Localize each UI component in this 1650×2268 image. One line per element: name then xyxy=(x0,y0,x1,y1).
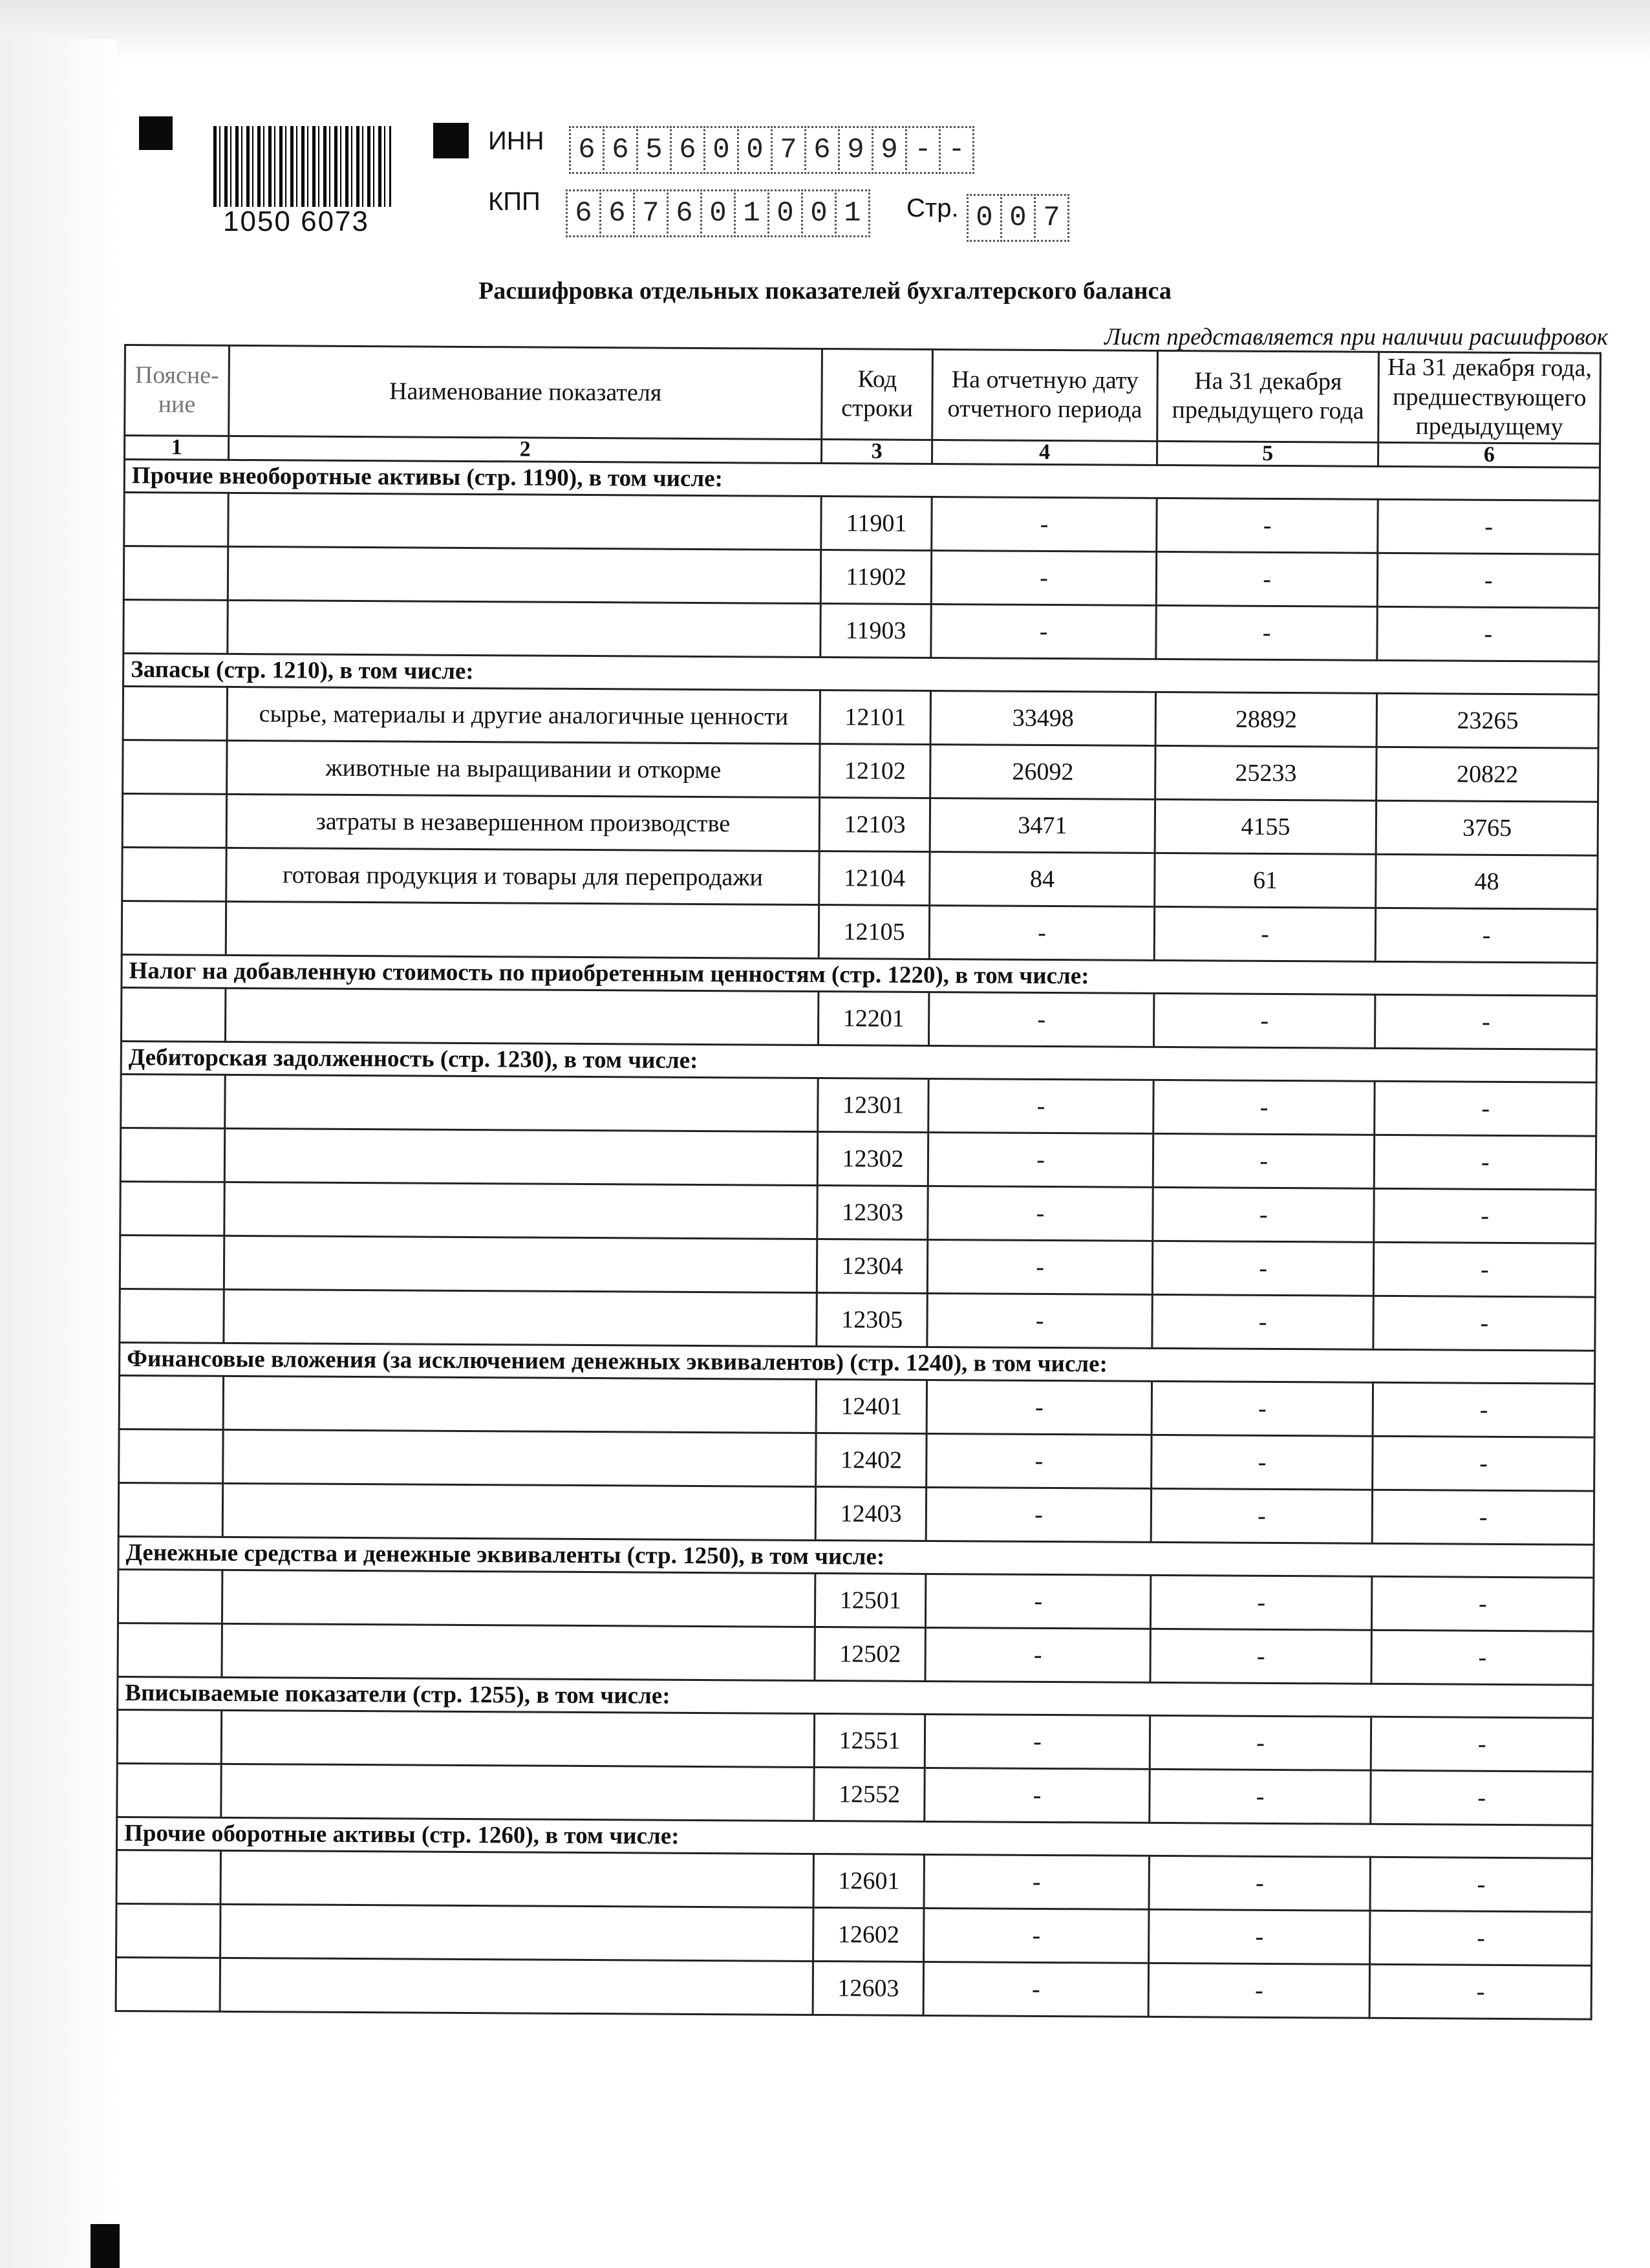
kpp-digit-cell: 1 xyxy=(734,189,769,237)
table-row xyxy=(120,1181,1596,1243)
indicator-name xyxy=(226,988,819,1045)
note-cell xyxy=(123,740,228,794)
indicator-name xyxy=(228,546,820,603)
value-current-period: 33498 xyxy=(930,690,1155,745)
kpp-digit-cell: 0 xyxy=(700,189,736,237)
note-cell xyxy=(116,1903,221,1958)
value-previous-year: - xyxy=(1157,498,1378,553)
value-previous-year: - xyxy=(1152,1381,1373,1436)
value-year-before-previous: - xyxy=(1374,1188,1596,1243)
note-cell xyxy=(122,793,227,848)
value-year-before-previous: 20822 xyxy=(1377,747,1598,802)
value-current-period: - xyxy=(929,905,1154,960)
page-digit-cell: 0 xyxy=(967,194,1002,242)
note-cell xyxy=(122,847,227,901)
indicator-name xyxy=(222,1483,815,1540)
value-year-before-previous: 23265 xyxy=(1377,693,1598,748)
column-number: 6 xyxy=(1378,442,1600,467)
inn-digit-cell: 0 xyxy=(703,126,739,174)
inn-digit-cell: 6 xyxy=(603,126,638,174)
row-code: 12103 xyxy=(819,797,930,851)
kpp-cells xyxy=(566,189,868,237)
value-previous-year: 4155 xyxy=(1155,799,1377,854)
value-year-before-previous: - xyxy=(1377,606,1599,661)
indicator-name: готовая продукция и товары для перепродажи xyxy=(226,848,819,904)
value-previous-year: 28892 xyxy=(1155,692,1377,747)
section-title: Прочие внеоборотные активы (стр. 1190), в том числе: xyxy=(124,459,1600,500)
row-code: 12403 xyxy=(815,1486,927,1541)
inn-digit-cell: - xyxy=(905,126,941,174)
table-row xyxy=(123,740,1598,802)
value-current-period: - xyxy=(923,1962,1148,2017)
table-row xyxy=(116,1850,1592,1912)
table-row xyxy=(119,1429,1594,1491)
table-row xyxy=(118,1482,1594,1545)
value-current-period: - xyxy=(927,1293,1152,1348)
table-row xyxy=(121,987,1596,1049)
value-year-before-previous: - xyxy=(1371,1717,1593,1771)
row-code: 12104 xyxy=(819,851,930,905)
inn-digit-cell: 7 xyxy=(771,126,806,174)
row-code: 11903 xyxy=(820,603,932,658)
sheet-shadow xyxy=(0,0,1650,65)
note-cell xyxy=(123,546,228,600)
value-previous-year: - xyxy=(1148,1909,1370,1964)
value-current-period: - xyxy=(927,1380,1152,1435)
row-code: 12552 xyxy=(814,1767,925,1821)
document-note: Лист представляется при наличии расшифровок xyxy=(1104,324,1608,350)
value-current-period: - xyxy=(925,1627,1150,1682)
row-code: 12105 xyxy=(819,904,930,959)
row-code: 12401 xyxy=(816,1379,927,1433)
value-current-period: - xyxy=(931,604,1156,659)
note-cell xyxy=(122,901,226,955)
note-cell xyxy=(123,599,228,654)
inn-digit-cell: 6 xyxy=(670,126,705,174)
indicator-name: сырье, материалы и другие аналогичные ценности xyxy=(227,687,820,744)
value-current-period: - xyxy=(926,1574,1151,1629)
note-cell xyxy=(120,1181,225,1236)
value-previous-year: - xyxy=(1153,1187,1375,1242)
value-year-before-previous: - xyxy=(1375,1135,1596,1190)
kpp-digit-cell: 6 xyxy=(599,189,635,237)
barcode-number: 1050 6073 xyxy=(223,206,369,237)
value-previous-year: - xyxy=(1152,1241,1374,1296)
table-row xyxy=(119,1375,1594,1437)
value-current-period: 3471 xyxy=(930,798,1155,853)
table-row xyxy=(123,546,1599,608)
table-row xyxy=(117,1763,1592,1825)
column-header: Наименование показателя xyxy=(229,345,822,439)
section-title: Запасы (стр. 1210), в том числе: xyxy=(123,653,1599,694)
table-row xyxy=(120,1289,1595,1351)
column-header: На 31 декабря года, предшествующего предыдущему xyxy=(1378,352,1600,444)
section-title: Дебиторская задолженность (стр. 1230), в том числе: xyxy=(121,1041,1596,1082)
inn-digit-cell: 6 xyxy=(804,126,840,174)
table-row xyxy=(122,793,1598,855)
table-row xyxy=(120,1235,1595,1297)
table-row xyxy=(122,847,1598,909)
indicator-name xyxy=(224,1236,817,1292)
value-previous-year: - xyxy=(1149,1856,1371,1910)
column-header: Код строки xyxy=(822,349,933,440)
note-cell xyxy=(118,1482,223,1537)
value-previous-year: - xyxy=(1150,1769,1371,1824)
table-row xyxy=(117,1709,1592,1771)
value-current-period: - xyxy=(929,992,1154,1047)
barcode xyxy=(213,126,391,207)
value-year-before-previous: - xyxy=(1371,1630,1593,1685)
value-current-period: 84 xyxy=(930,851,1155,906)
indicator-name xyxy=(221,1764,814,1821)
value-year-before-previous: 3765 xyxy=(1377,800,1598,855)
kpp-digit-cell: 6 xyxy=(667,189,702,237)
value-previous-year: 25233 xyxy=(1155,745,1377,800)
value-current-period: - xyxy=(924,1854,1149,1909)
value-previous-year: - xyxy=(1154,906,1376,961)
note-cell xyxy=(121,1074,226,1128)
section-title: Прочие оборотные активы (стр. 1260), в том числе: xyxy=(116,1817,1592,1858)
row-code: 12402 xyxy=(816,1433,927,1487)
inn-label: ИНН xyxy=(488,127,544,155)
value-current-period: - xyxy=(928,1239,1153,1294)
note-cell xyxy=(117,1709,222,1764)
page-label: Стр. xyxy=(906,194,959,222)
row-code: 12101 xyxy=(820,690,931,744)
indicator-name xyxy=(228,493,821,550)
section-title: Денежные средства и денежные эквиваленты (стр. 1250), в том числе: xyxy=(118,1536,1594,1578)
value-current-period: - xyxy=(932,497,1157,551)
table-row xyxy=(116,1903,1592,1965)
registration-marker-top-left xyxy=(139,116,173,150)
inn-digit-cell: - xyxy=(939,126,974,174)
column-number: 1 xyxy=(125,435,229,460)
value-current-period: - xyxy=(924,1908,1149,1963)
note-cell xyxy=(117,1763,222,1817)
indicator-name xyxy=(222,1623,815,1680)
registration-marker-bottom-left xyxy=(91,2224,120,2268)
section-title: Налог на добавленную стоимость по приобретенным ценностям (стр. 1220), в том числе: xyxy=(122,954,1597,996)
sheet-edge xyxy=(0,39,116,2268)
breakdown-table xyxy=(115,344,1602,2020)
inn-digit-cell: 9 xyxy=(838,126,873,174)
value-previous-year: - xyxy=(1151,1435,1373,1490)
value-current-period: - xyxy=(925,1768,1150,1823)
kpp-label: КПП xyxy=(488,187,541,216)
value-year-before-previous: - xyxy=(1373,1490,1594,1545)
column-header: На отчетную дату отчетного периода xyxy=(932,349,1157,441)
kpp-digit-cell: 6 xyxy=(566,189,601,237)
value-year-before-previous: - xyxy=(1370,1857,1592,1912)
value-previous-year: - xyxy=(1156,605,1378,660)
table-row xyxy=(116,1957,1591,2019)
inn-digit-cell: 6 xyxy=(569,126,605,174)
table-row xyxy=(120,1128,1596,1190)
value-previous-year: - xyxy=(1151,1488,1373,1543)
value-current-period: 26092 xyxy=(930,744,1155,799)
inn-digit-cell: 9 xyxy=(872,126,907,174)
table-row xyxy=(124,492,1600,554)
kpp-digit-cell: 0 xyxy=(801,189,837,237)
page-cells xyxy=(967,194,1067,242)
value-year-before-previous: - xyxy=(1371,1770,1592,1825)
column-header: Поясне- ние xyxy=(125,345,230,436)
row-code: 12602 xyxy=(813,1907,925,1962)
value-year-before-previous: - xyxy=(1375,1081,1596,1136)
column-number: 2 xyxy=(229,436,822,463)
row-code: 12301 xyxy=(818,1078,929,1132)
column-header: На 31 декабря предыдущего года xyxy=(1157,350,1379,442)
row-code: 12303 xyxy=(817,1185,928,1239)
note-cell xyxy=(119,1375,224,1429)
inn-digit-cell: 5 xyxy=(636,126,672,174)
registration-marker-top xyxy=(433,123,469,158)
row-code: 12302 xyxy=(817,1131,928,1186)
value-year-before-previous: - xyxy=(1373,1436,1594,1491)
note-cell xyxy=(123,686,228,740)
page-digit-cell: 7 xyxy=(1034,194,1069,242)
table-header-row xyxy=(125,345,1601,444)
indicator-name xyxy=(225,1075,818,1131)
row-code: 12501 xyxy=(815,1573,926,1627)
value-current-period: - xyxy=(928,1132,1153,1187)
value-year-before-previous: - xyxy=(1370,1910,1592,1965)
column-number: 4 xyxy=(932,440,1157,465)
document-title: Расшифровка отдельных показателей бухгалтерского баланса xyxy=(478,277,1172,305)
table-row xyxy=(123,599,1599,661)
table-row xyxy=(118,1623,1593,1685)
value-year-before-previous: 48 xyxy=(1376,854,1598,909)
value-current-period: - xyxy=(928,1186,1153,1241)
note-cell xyxy=(119,1429,224,1483)
kpp-digit-cell: 1 xyxy=(835,189,870,237)
note-cell xyxy=(120,1235,224,1289)
table-row xyxy=(122,901,1597,963)
column-number: 3 xyxy=(822,439,932,464)
note-cell xyxy=(120,1128,225,1182)
value-previous-year: - xyxy=(1156,551,1378,606)
note-cell xyxy=(120,1289,224,1343)
row-code: 12304 xyxy=(817,1239,928,1293)
value-year-before-previous: - xyxy=(1373,1382,1595,1437)
note-cell xyxy=(124,492,229,546)
section-title: Вписываемые показатели (стр. 1255), в том числе: xyxy=(118,1676,1593,1718)
indicator-name: затраты в незавершенном производстве xyxy=(226,794,819,851)
indicator-name xyxy=(224,1128,817,1185)
indicator-name xyxy=(226,901,819,958)
section-title: Финансовые вложения (за исключением денежных эквивалентов) (стр. 1240), в том числе: xyxy=(120,1342,1595,1384)
indicator-name xyxy=(221,1710,814,1767)
value-previous-year: - xyxy=(1153,1080,1375,1135)
value-year-before-previous: - xyxy=(1374,1242,1596,1297)
value-year-before-previous: - xyxy=(1378,499,1600,554)
indicator-name xyxy=(220,1850,813,1907)
indicator-name xyxy=(224,1289,817,1346)
indicator-name: животные на выращивании и откорме xyxy=(227,740,820,797)
table-row xyxy=(118,1569,1593,1631)
value-year-before-previous: - xyxy=(1375,994,1597,1049)
note-cell xyxy=(121,987,226,1042)
note-cell xyxy=(118,1569,222,1623)
value-current-period: - xyxy=(926,1487,1151,1542)
table-row xyxy=(123,686,1598,748)
indicator-name xyxy=(223,1429,816,1486)
value-current-period: - xyxy=(928,1078,1153,1133)
row-code: 12502 xyxy=(815,1627,926,1681)
value-year-before-previous: - xyxy=(1376,908,1598,963)
row-code: 12551 xyxy=(814,1713,925,1768)
row-code: 12603 xyxy=(813,1961,924,2015)
column-number: 5 xyxy=(1157,441,1378,466)
value-year-before-previous: - xyxy=(1369,1964,1591,2019)
value-year-before-previous: - xyxy=(1372,1576,1594,1631)
value-current-period: - xyxy=(932,550,1157,605)
value-year-before-previous: - xyxy=(1378,553,1600,608)
row-code: 12601 xyxy=(813,1854,925,1908)
value-current-period: - xyxy=(925,1714,1150,1769)
inn-digit-cell: 0 xyxy=(737,126,773,174)
indicator-name xyxy=(220,1958,813,2015)
indicator-name xyxy=(224,1182,817,1239)
note-cell xyxy=(116,1850,221,1904)
indicator-name xyxy=(223,1376,816,1433)
value-current-period: - xyxy=(927,1433,1152,1488)
indicator-name xyxy=(228,600,820,657)
indicator-name xyxy=(220,1904,813,1961)
kpp-digit-cell: 7 xyxy=(633,189,669,237)
row-code: 11902 xyxy=(820,550,932,604)
value-previous-year: - xyxy=(1150,1715,1371,1770)
row-code: 12102 xyxy=(820,744,931,798)
value-previous-year: 61 xyxy=(1155,853,1377,908)
row-code: 11901 xyxy=(821,496,932,550)
indicator-name xyxy=(222,1570,815,1627)
value-previous-year: - xyxy=(1150,1575,1372,1630)
note-cell xyxy=(116,1957,220,2011)
row-code: 12305 xyxy=(817,1292,928,1347)
page-digit-cell: 0 xyxy=(1000,194,1036,242)
value-year-before-previous: - xyxy=(1373,1296,1595,1351)
table-row xyxy=(121,1074,1596,1136)
value-previous-year: - xyxy=(1150,1629,1372,1684)
value-previous-year: - xyxy=(1152,1294,1374,1349)
row-code: 12201 xyxy=(818,991,929,1045)
kpp-digit-cell: 0 xyxy=(767,189,803,237)
note-cell xyxy=(118,1623,222,1677)
inn-cells xyxy=(569,126,972,174)
value-previous-year: - xyxy=(1153,1133,1375,1188)
value-previous-year: - xyxy=(1148,1963,1370,2018)
value-previous-year: - xyxy=(1153,993,1375,1048)
